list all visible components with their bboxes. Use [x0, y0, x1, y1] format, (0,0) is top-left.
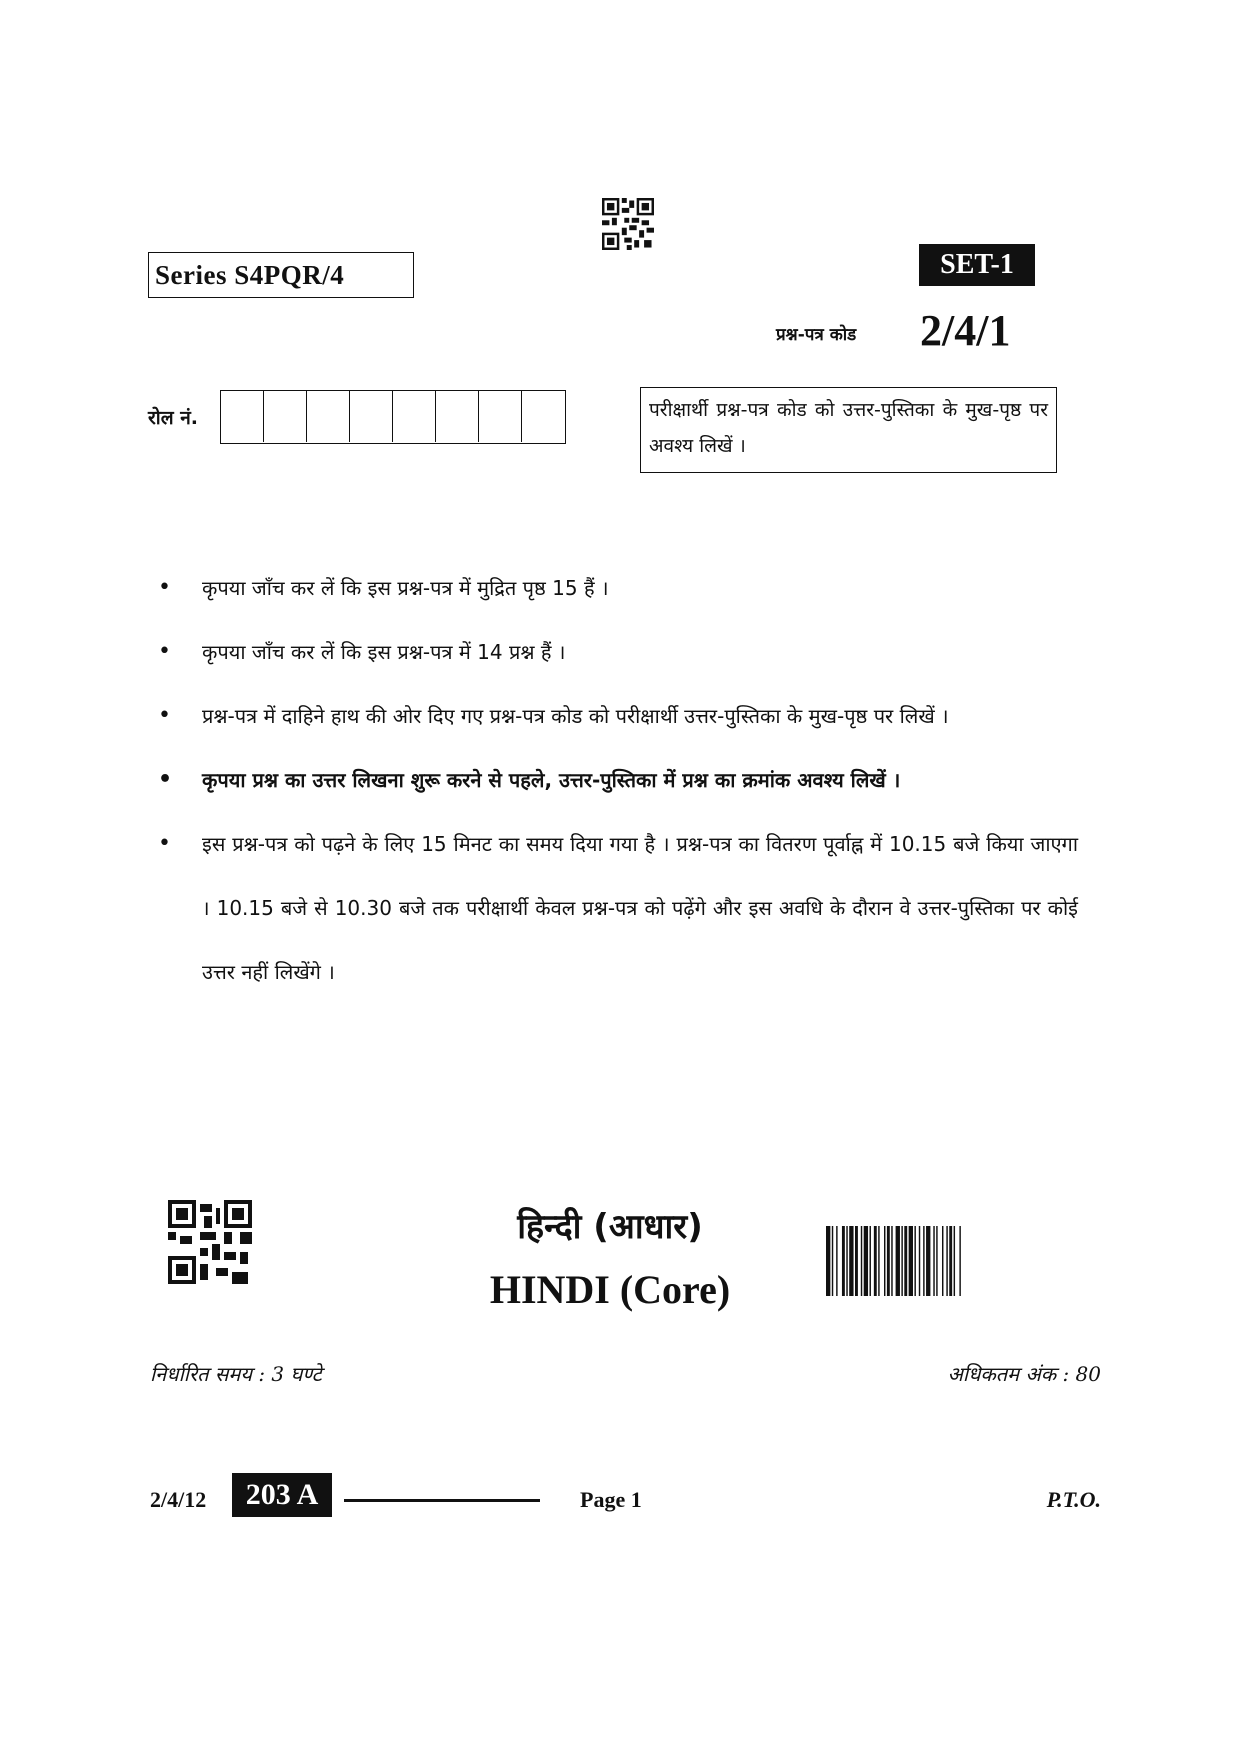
set-badge: SET-1 [919, 244, 1035, 286]
footer-divider [344, 1499, 540, 1502]
instruction-text: प्रश्न-पत्र में दाहिने हाथ की ओर दिए गए प्रश्न-पत्र कोड को परीक्षार्थी उत्तर-पुस्तिका के मुख-पृष्ठ पर लिखें । [202, 704, 949, 728]
bullet-icon: • [158, 703, 171, 728]
time-allowed: निर्धारित समय : 3 घण्टे [150, 1362, 322, 1386]
roll-number-cell[interactable] [436, 391, 479, 442]
bullet-icon: • [158, 831, 171, 856]
roll-number-cell[interactable] [522, 391, 565, 442]
instruction-text: कृपया जाँच कर लें कि इस प्रश्न-पत्र में मुद्रित पृष्ठ 15 हैं । [202, 576, 609, 600]
qr-code-bottom-icon [168, 1200, 252, 1284]
bullet-icon: • [158, 767, 173, 792]
roll-number-cell[interactable] [350, 391, 393, 442]
paper-code-label: प्रश्न-पत्र कोड [776, 325, 857, 345]
roll-number-cell[interactable] [307, 391, 350, 442]
instruction-text: कृपया प्रश्न का उत्तर लिखना शुरू करने से पहले, उत्तर-पुस्तिका में प्रश्न का क्रमांक अवश्य लिखें । [202, 768, 901, 792]
instruction-item [158, 812, 1078, 1004]
bullet-icon: • [158, 639, 171, 664]
footer-badge: 203 A [232, 1473, 332, 1517]
subject-title-hindi: हिन्दी (आधार) [517, 1207, 703, 1247]
barcode-icon [826, 1226, 1096, 1296]
instruction-item [158, 556, 1078, 620]
code-instruction-note: परीक्षार्थी प्रश्न-पत्र कोड को उत्तर-पुस्तिका के मुख-पृष्ठ पर अवश्य लिखें । [640, 387, 1057, 473]
roll-number-cell[interactable] [221, 391, 264, 442]
series-label: Series S4PQR/4 [148, 252, 414, 298]
maximum-marks: अधिकतम अंक : 80 [947, 1362, 1101, 1386]
paper-code-value: 2/4/1 [920, 306, 1011, 355]
instruction-text: इस प्रश्न-पत्र को पढ़ने के लिए 15 मिनट का समय दिया गया है । प्रश्न-पत्र का वितरण पूर्वाह्न में 10.15 बजे किया जाएगा । 10.15 बजे से 10.30 बजे तक परीक्षार्थी केवल प्रश्न-पत्र को पढ़ेंगे और इस अवधि के दौरान वे उत्तर-पुस्तिका पर कोई उत्तर नहीं लिखेंगे । [202, 832, 1078, 984]
pto-label: P.T.O. [1046, 1487, 1101, 1512]
page-number: Page 1 [580, 1487, 642, 1512]
footer-code: 2/4/12 [150, 1487, 207, 1512]
instruction-text: कृपया जाँच कर लें कि इस प्रश्न-पत्र में 14 प्रश्न हैं । [202, 640, 566, 664]
bullet-icon: • [158, 575, 171, 600]
roll-number-cell[interactable] [479, 391, 522, 442]
roll-number-cell[interactable] [264, 391, 307, 442]
instruction-item [158, 684, 1078, 748]
instructions-list [158, 556, 1078, 1004]
instruction-item [158, 748, 1078, 812]
instruction-item [158, 620, 1078, 684]
roll-number-boxes[interactable] [220, 390, 566, 444]
subject-title-english: HINDI (Core) [489, 1267, 731, 1312]
qr-code-top-icon [602, 198, 654, 250]
roll-number-label: रोल नं. [148, 407, 198, 429]
roll-number-cell[interactable] [393, 391, 436, 442]
